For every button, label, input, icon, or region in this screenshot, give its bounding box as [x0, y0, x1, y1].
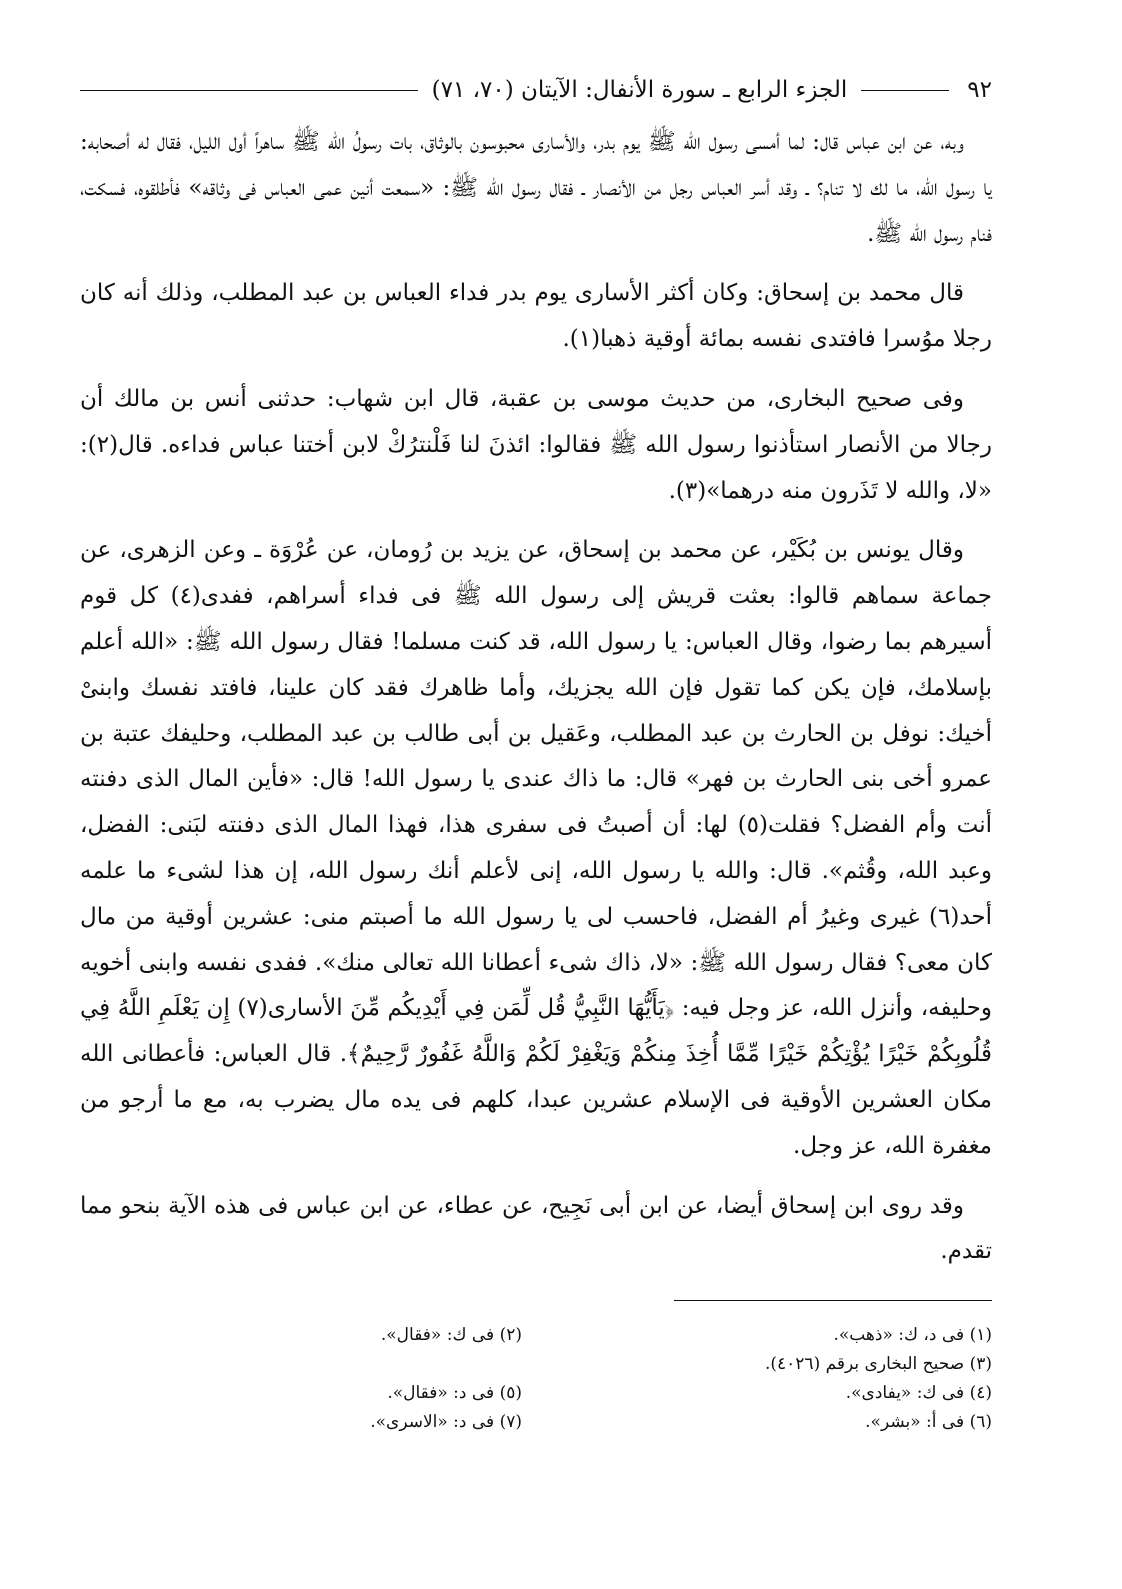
main-text	[80, 120, 992, 1289]
footnotes	[80, 1320, 992, 1436]
footnote-row	[80, 1349, 992, 1378]
paragraph-3: وفى صحيح البخارى، من حديث موسى بن عقبة، قال ابن شهاب: حدثنى أنس بن مالك أن رجالا من الأنصار استأذنوا رسول الله ﷺ فقالوا: ائذنَ لنا فَلْنترُكْ لابن أختنا عباس فداءه. قال(٢): «لا، والله لا تَذَرون منه درهما»(٣).	[80, 385, 992, 504]
footnote-row	[80, 1320, 992, 1349]
footnote-3: (٣) صحيح البخارى برقم (٤٠٢٦).	[764, 1353, 992, 1374]
footnote-2: (٢) فى ك: «فقال».	[380, 1324, 522, 1345]
footnote-7: (٧) فى د: «الاسرى».	[370, 1411, 522, 1432]
paragraph-5: وقد روى ابن إسحاق أيضا، عن ابن أبى نَجِيح، عن عطاء، عن ابن عباس فى هذه الآية بنحو مما تقدم.	[80, 1192, 992, 1265]
header-rule-short	[861, 90, 949, 91]
footnote-6: (٦) فى أ: «بشر».	[865, 1411, 992, 1432]
footnote-row	[80, 1407, 992, 1436]
paragraph-1: وبه، عن ابن عباس قال: لما أمسى رسول الله ﷺ يوم بدر، والأسارى محبوسون بالوثاق، بات رسولُ الله ﷺ ساهراً أول الليل، فقال له أصحابه: يا رسول الله، ما لك لا تنام؟ ـ وقد أسر العباس رجل من الأنصار ـ فقال رسول الله ﷺ: «سمعت أنين عمى العباس فى وثاقه» فأطلقوه، فسكت، فنام رسول الله ﷺ.	[80, 129, 992, 247]
footnote-separator	[674, 1300, 992, 1301]
paragraph-2: قال محمد بن إسحاق: وكان أكثر الأسارى يوم بدر فداء العباس بن عبد المطلب، وذلك أنه كان رجلا موُسرا فافتدى نفسه بمائة أوقية ذهبا(١).	[80, 280, 992, 353]
header-title: الجزء الرابع ـ سورة الأنفال: الآيتان (٧٠، ٧١)	[431, 77, 848, 103]
footnote-5: (٥) فى د: «فقال».	[387, 1382, 522, 1403]
running-header	[80, 70, 992, 110]
footnote-row	[80, 1378, 992, 1407]
page-number: ٩٢	[967, 77, 992, 103]
header-rule-long	[80, 90, 418, 91]
paragraph-4: وقال يونس بن بُكَيْر، عن محمد بن إسحاق، عن يزيد بن رُومان، عن عُرْوَة ـ وعن الزهرى، عن جماعة سماهم قالوا: بعثت قريش إلى رسول الله ﷺ فى فداء أسراهم، ففدى(٤) كل قوم أسيرهم بما رضوا، وقال العباس: يا رسول الله، قد كنت مسلما! فقال رسول الله ﷺ: «الله أعلم بإسلامك، فإن يكن كما تقول فإن الله يجزيك، وأما ظاهرك فقد كان علينا، فافتد نفسك وابنىْ أخيك: نوفل بن الحارث بن عبد المطلب، وعَقيل بن أبى طالب بن عبد المطلب، وحليفك عتبة بن عمرو أخى بنى الحارث بن فهر» قال: ما ذاك عندى يا رسول الله! قال: «فأين المال الذى دفنته أنت وأم الفضل؟ فقلت(٥) لها: أن أصبتُ فى سفرى هذا، فهذا المال الذى دفنته لبَنى: الفضل، وعبد الله، وقُثم». قال: والله يا رسول الله، إنى لأعلم أنك رسول الله، إن هذا لشىء ما علمه أحد(٦) غيرى وغيرُ أم الفضل، فاحسب لى يا رسول الله ما أصبتم منى: عشرين أوقية من مال كان معى؟ فقال رسول الله ﷺ: «لا، ذاك شىء أعطانا الله تعالى منك». ففدى نفسه وابنى أخويه وحليفه، وأنزل الله، عز وجل فيه: ﴿يَأَيُّهَا النَّبِيُّ قُل لِّمَن فِي أَيْدِيكُم مِّنَ الأسارى(٧) إِن يَعْلَمِ اللَّهُ فِي قُلُوبِكُمْ خَيْرًا يُؤْتِكُمْ خَيْرًا مِّمَّا أُخِذَ مِنكُمْ وَيَغْفِرْ لَكُمْ وَاللَّهُ غَفُورٌ رَّحِيمٌ﴾. قال العباس: فأعطانى الله مكان العشرين الأوقية فى الإسلام عشرين عبدا، كلهم فى يده مال يضرب به، مع ما أرجو من مغفرة الله، عز وجل.	[80, 537, 992, 1159]
footnote-1: (١) فى د، ك: «ذهب».	[833, 1324, 992, 1345]
footnote-4: (٤) فى ك: «يفادى».	[845, 1382, 992, 1403]
